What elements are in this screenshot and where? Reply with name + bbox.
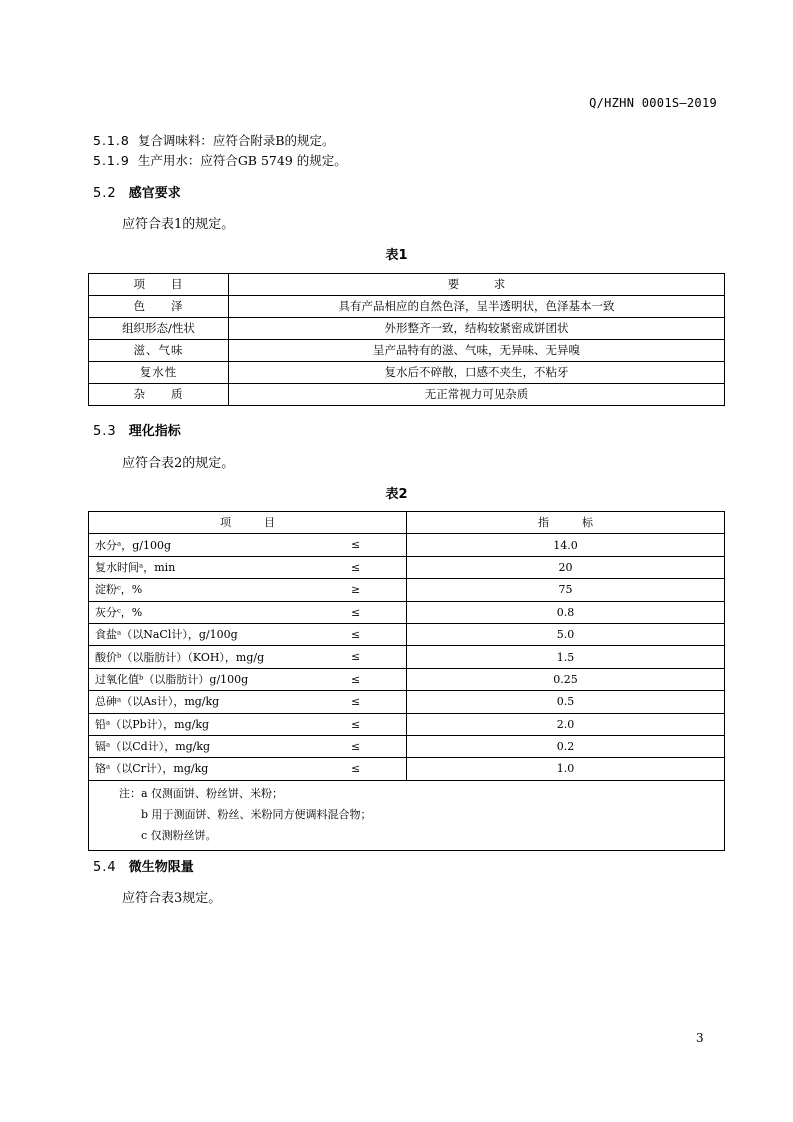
table-row: [89, 623, 725, 645]
comparison-symbol: ≤: [351, 739, 361, 753]
table-header-cell: 项 目: [89, 274, 229, 296]
section-5-2-text: 应符合表1的规定。: [122, 217, 235, 232]
indicator-name: [89, 623, 407, 645]
comparison-symbol: ≤: [351, 695, 361, 709]
table-header-row: [89, 274, 725, 296]
clause-number: 5.1.9: [93, 153, 130, 168]
comparison-symbol: ≤: [351, 538, 361, 552]
table-row: [89, 340, 725, 362]
table-row: [89, 579, 725, 601]
indicator-value: 75: [407, 579, 725, 601]
table1-caption: 表1: [385, 248, 408, 263]
section-5-3-text: 应符合表2的规定。: [122, 456, 235, 471]
table-notes: [89, 780, 725, 850]
table2-caption: 表2: [385, 487, 408, 502]
table-header-cell: 项 目: [89, 512, 407, 534]
section-title: 理化指标: [128, 424, 181, 439]
table-row: [89, 735, 725, 757]
table-row: [89, 668, 725, 690]
section-5-2-heading: [93, 182, 181, 201]
table-row: [89, 758, 725, 780]
table-cell: 杂 质: [89, 384, 229, 406]
table-row: [89, 296, 725, 318]
indicator-label: 水分ᵃ，g/100g: [95, 538, 172, 552]
indicator-value: 14.0: [407, 534, 725, 556]
indicator-label: 食盐ᵃ（以NaCl计），g/100g: [95, 628, 238, 642]
table-cell: 外形整齐一致，结构较紧密成饼团状: [229, 318, 725, 340]
table-header-row: [89, 512, 725, 534]
indicator-label: 总砷ᵃ（以As计），mg/kg: [95, 695, 220, 709]
table-cell: 组织形态/性状: [89, 318, 229, 340]
indicator-value: 0.5: [407, 691, 725, 713]
comparison-symbol: ≤: [351, 560, 361, 574]
table-row: [89, 534, 725, 556]
table2-physicochemical-indicators: [88, 511, 725, 851]
indicator-label: 铅ᵃ（以Pb计），mg/kg: [95, 717, 210, 731]
indicator-name: [89, 534, 407, 556]
section-5-4-text: 应符合表3规定。: [122, 891, 222, 906]
clause-number: 5.1.8: [93, 133, 130, 148]
indicator-value: 1.5: [407, 646, 725, 668]
indicator-value: 0.8: [407, 601, 725, 623]
page-number: 3: [696, 1031, 704, 1045]
comparison-symbol: ≤: [351, 717, 361, 731]
section-number: 5.3: [93, 424, 117, 439]
indicator-name: [89, 601, 407, 623]
clause-text: 复合调味料：应符合附录B的规定。: [137, 133, 335, 148]
indicator-label: 复水时间ᵃ，min: [95, 560, 176, 574]
indicator-value: 2.0: [407, 713, 725, 735]
table-row: [89, 318, 725, 340]
indicator-name: [89, 691, 407, 713]
section-title: 微生物限量: [128, 860, 194, 875]
indicator-label: 酸价ᵇ（以脂肪计）（KOH），mg/g: [95, 650, 265, 664]
comparison-symbol: ≤: [351, 762, 361, 776]
indicator-value: 0.25: [407, 668, 725, 690]
section-5-3-heading: [93, 420, 181, 439]
section-5-4-heading: [93, 856, 194, 875]
indicator-name: [89, 646, 407, 668]
table1-sensory-requirements: [88, 273, 725, 406]
indicator-name: [89, 735, 407, 757]
indicator-value: 5.0: [407, 623, 725, 645]
indicator-value: 20: [407, 556, 725, 578]
table-row: [89, 601, 725, 623]
table-cell: 复水性: [89, 362, 229, 384]
clause-5-1-8: [93, 131, 335, 149]
table-cell: 复水后不碎散，口感不夹生，不粘牙: [229, 362, 725, 384]
table-cell: 无正常视力可见杂质: [229, 384, 725, 406]
comparison-symbol: ≤: [351, 672, 361, 686]
note-a: 注：a 仅测面饼、粉丝饼、米粉；: [119, 786, 284, 800]
comparison-symbol: ≥: [351, 583, 361, 597]
table-row: [89, 646, 725, 668]
section-title: 感官要求: [128, 186, 181, 201]
document-code: Q/HZHN 0001S—2019: [589, 96, 717, 110]
indicator-label: 过氧化值ᵇ（以脂肪计）g/100g: [95, 672, 249, 686]
comparison-symbol: ≤: [351, 627, 361, 641]
clause-5-1-9: [93, 151, 347, 169]
indicator-value: 0.2: [407, 735, 725, 757]
table-header-cell: 指 标: [407, 512, 725, 534]
indicator-label: 镉ᵃ（以Cd计），mg/kg: [95, 740, 211, 754]
table-row: [89, 362, 725, 384]
table-cell: 色 泽: [89, 296, 229, 318]
comparison-symbol: ≤: [351, 650, 361, 664]
table-row: [89, 691, 725, 713]
indicator-name: [89, 556, 407, 578]
table-row: [89, 713, 725, 735]
table-cell: 滋、气味: [89, 340, 229, 362]
table-row: [89, 556, 725, 578]
table-cell: 呈产品特有的滋、气味，无异味、无异嗅: [229, 340, 725, 362]
indicator-name: [89, 579, 407, 601]
table-cell: 具有产品相应的自然色泽，呈半透明状，色泽基本一致: [229, 296, 725, 318]
section-number: 5.2: [93, 186, 117, 201]
section-number: 5.4: [93, 860, 117, 875]
comparison-symbol: ≤: [351, 605, 361, 619]
note-b: b 用于测面饼、粉丝、米粉同方便调料混合物；: [141, 807, 372, 821]
indicator-label: 淀粉ᶜ，%: [95, 583, 143, 597]
table-notes-row: [89, 780, 725, 850]
table-header-cell: 要 求: [229, 274, 725, 296]
indicator-name: [89, 713, 407, 735]
indicator-label: 铬ᵃ（以Cr计），mg/kg: [95, 762, 209, 776]
indicator-label: 灰分ᶜ，%: [95, 605, 143, 619]
table-row: [89, 384, 725, 406]
clause-text: 生产用水：应符合GB 5749 的规定。: [137, 153, 347, 168]
indicator-name: [89, 758, 407, 780]
indicator-name: [89, 668, 407, 690]
note-c: c 仅测粉丝饼。: [141, 828, 217, 842]
indicator-value: 1.0: [407, 758, 725, 780]
